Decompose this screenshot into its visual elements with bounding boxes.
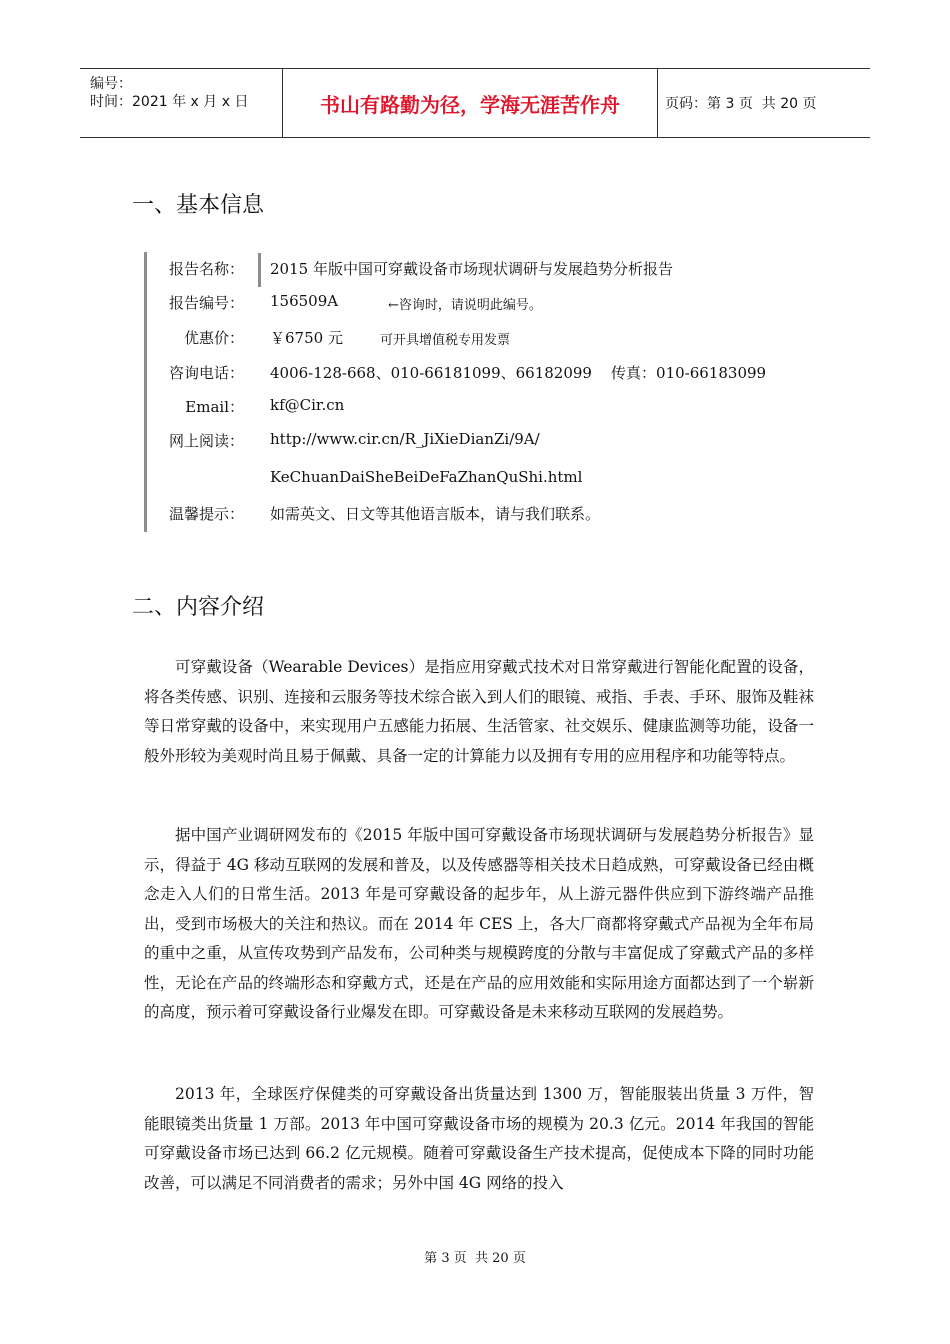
price-value: ￥6750 元: [270, 329, 343, 347]
section-title-content-intro: 二、内容介绍: [132, 595, 265, 620]
page-header: [80, 68, 870, 138]
phone-label: 咨询电话：: [168, 364, 244, 382]
section-title-basic-info: 一、基本信息: [132, 193, 265, 218]
report-code-note: ←咨询时，请说明此编号。: [388, 298, 542, 313]
header-meta: [80, 69, 280, 137]
page-footer: [0, 1247, 950, 1266]
info-block-bar: [144, 252, 147, 532]
header-date: 时间：2021 年 x 月 x 日: [90, 94, 249, 110]
header-page-suffix: 页: [802, 96, 817, 112]
report-name-label: 报告名称：: [168, 260, 244, 278]
footer-suffix: 页: [512, 1251, 526, 1266]
price-note: 可开具增值税专用发票: [380, 333, 511, 348]
report-code-value: 156509A: [270, 292, 339, 310]
footer-prefix: 第: [424, 1251, 438, 1266]
footer-mid: 页 共: [453, 1251, 488, 1266]
header-page-current: 3: [725, 96, 735, 112]
header-motto: 书山有路勤为径，学海无涯苦作舟: [282, 69, 658, 137]
header-page-total: 20: [780, 96, 799, 112]
tip-value: 如需英文、日文等其他语言版本，请与我们联系。: [270, 505, 601, 523]
web-url-line1[interactable]: http://www.cir.cn/R_JiXieDianZi/9A/: [270, 430, 540, 448]
header-page-mid: 页 共: [738, 96, 776, 112]
body-paragraph-1: 可穿戴设备（Wearable Devices）是指应用穿戴式技术对日常穿戴进行智能化配置的设备，将各类传感、识别、连接和云服务等技术综合嵌入到人们的眼镜、戒指、手表、手环、服饰及鞋袜等日常穿戴的设备中，来实现用户五感能力拓展、生活管家、社交娱乐、健康监测等功能，设备一般外形较为美观时尚且易于佩戴、具备一定的计算能力以及拥有专用的应用程序和功能等特点。: [144, 658, 814, 765]
phone-value: 4006-128-668、010-66181099、66182099 传真：010-66183099: [270, 364, 767, 382]
footer-total: 20: [492, 1251, 509, 1266]
price-label: 优惠价：: [183, 329, 244, 347]
email-label: Email：: [185, 398, 244, 416]
report-name-bar: [258, 253, 261, 287]
email-value[interactable]: kf@Cir.cn: [270, 396, 345, 414]
body-paragraph-3: 2013 年，全球医疗保健类的可穿戴设备出货量达到 1300 万，智能服装出货量 3 万件，智能眼镜类出货量 1 万部。2013 年中国可穿戴设备市场的规模为 20.3 亿元。2014 年我国的智能可穿戴设备市场已达到 66.2 亿元规模。随着可穿戴设备生产技术提高，促使成本下降的同时功能改善，可以满足不同消费者的需求；另外中国 4G 网络的投入: [144, 1085, 814, 1192]
header-code-label: 编号：: [90, 76, 132, 92]
report-code-label: 报告编号：: [168, 294, 244, 312]
report-name-value: 2015 年版中国可穿戴设备市场现状调研与发展趋势分析报告: [270, 260, 673, 278]
web-url-line2[interactable]: KeChuanDaiSheBeiDeFaZhanQuShi.html: [270, 468, 583, 486]
header-page-prefix: 页码：第: [665, 96, 721, 112]
footer-current: 3: [441, 1251, 450, 1266]
tip-label: 温馨提示：: [168, 505, 244, 523]
header-page-number: [665, 93, 816, 113]
web-label: 网上阅读：: [168, 432, 244, 450]
body-paragraph-2: 据中国产业调研网发布的《2015 年版中国可穿戴设备市场现状调研与发展趋势分析报告》显示，得益于 4G 移动互联网的发展和普及，以及传感器等相关技术日趋成熟，可穿戴设备已经由概念走入人们的日常生活。2013 年是可穿戴设备的起步年，从上游元器件供应到下游终端产品推出，受到市场极大的关注和热议。而在 2014 年 CES 上，各大厂商都将穿戴式产品视为全年布局的重中之重，从宣传攻势到产品发布，公司种类与规模跨度的分散与丰富促成了穿戴式产品的多样性，无论在产品的终端形态和穿戴方式，还是在产品的应用效能和实际用途方面都达到了一个崭新的高度，预示着可穿戴设备行业爆发在即。可穿戴设备是未来移动互联网的发展趋势。: [144, 826, 814, 1021]
